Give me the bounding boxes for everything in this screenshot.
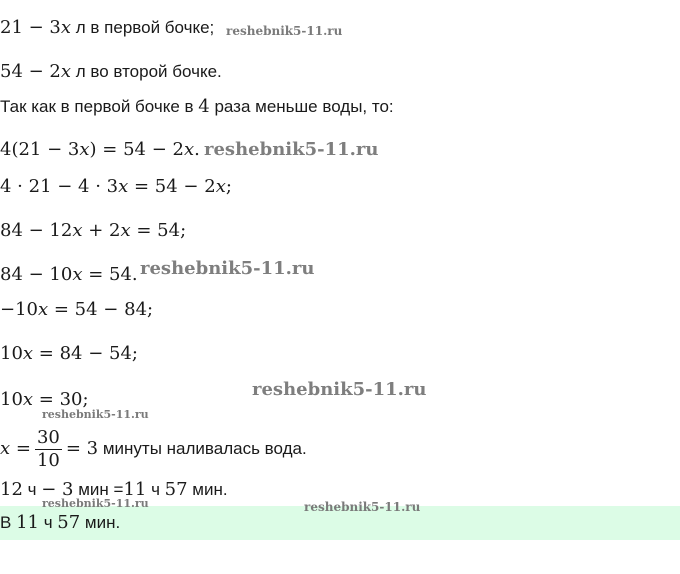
line-text: л в первой бочке; <box>71 18 215 37</box>
math-number: 11 <box>16 512 39 533</box>
math-expression: x = <box>0 438 31 459</box>
math-expression: = 3 <box>65 438 99 459</box>
math-number: 57 <box>164 479 188 500</box>
math-expression: 4(21 − 3x) = 54 − 2x. <box>0 139 200 160</box>
math-number: 12 <box>0 479 23 500</box>
equation-line-7 <box>0 263 138 287</box>
math-expression: 84 − 10x = 54. <box>0 264 138 285</box>
line-text: мин. <box>187 480 228 499</box>
math-expression: 10x = 84 − 54; <box>0 343 138 364</box>
answer-text: В <box>0 513 17 532</box>
line-text: мин = <box>73 480 124 499</box>
watermark: reshebnik5-11.ru <box>204 139 379 160</box>
watermark: reshebnik5-11.ru <box>252 379 427 400</box>
fraction <box>35 427 62 472</box>
text-line-3 <box>0 95 394 119</box>
line-text: раза меньше воды, то: <box>209 97 394 116</box>
equation-line-9 <box>0 342 138 366</box>
line-text: Так как в первой бочке в <box>0 97 199 116</box>
line-text: ч <box>22 480 42 499</box>
math-expression: 4 · 21 − 4 · 3x = 54 − 2x; <box>0 176 232 197</box>
fraction-numerator: 30 <box>36 427 60 449</box>
watermark: reshebnik5-11.ru <box>140 258 315 279</box>
math-expression: 54 − 2x <box>0 61 72 82</box>
math-number: 57 <box>57 512 81 533</box>
math-number: 4 <box>198 96 210 117</box>
math-number: 11 <box>123 479 147 500</box>
watermark: reshebnik5-11.ru <box>42 497 149 510</box>
math-expression: −10x = 54 − 84; <box>0 299 154 320</box>
math-expression: − 3 <box>41 479 74 500</box>
math-expression: 84 − 12x + 2x = 54; <box>0 220 187 241</box>
line-text: минуты наливалась вода. <box>98 439 307 458</box>
equation-line-2 <box>0 60 222 84</box>
watermark: reshebnik5-11.ru <box>226 24 343 38</box>
line-text: л во второй бочке. <box>71 62 222 81</box>
answer-text: мин. <box>80 513 121 532</box>
equation-line-6 <box>0 219 186 243</box>
line-text: ч <box>146 480 165 499</box>
answer-text: ч <box>38 513 58 532</box>
watermark: reshebnik5-11.ru <box>304 500 421 514</box>
watermark: reshebnik5-11.ru <box>42 408 149 421</box>
equation-line-11 <box>0 424 307 474</box>
equation-line-5 <box>0 175 232 199</box>
math-expression: 10x = 30; <box>0 389 89 410</box>
fraction-denominator: 10 <box>36 450 60 472</box>
answer-line <box>0 511 120 535</box>
equation-line-8 <box>0 298 153 322</box>
equation-line-1 <box>0 16 214 40</box>
equation-line-4 <box>0 138 200 162</box>
math-expression: 21 − 3x <box>0 17 72 38</box>
